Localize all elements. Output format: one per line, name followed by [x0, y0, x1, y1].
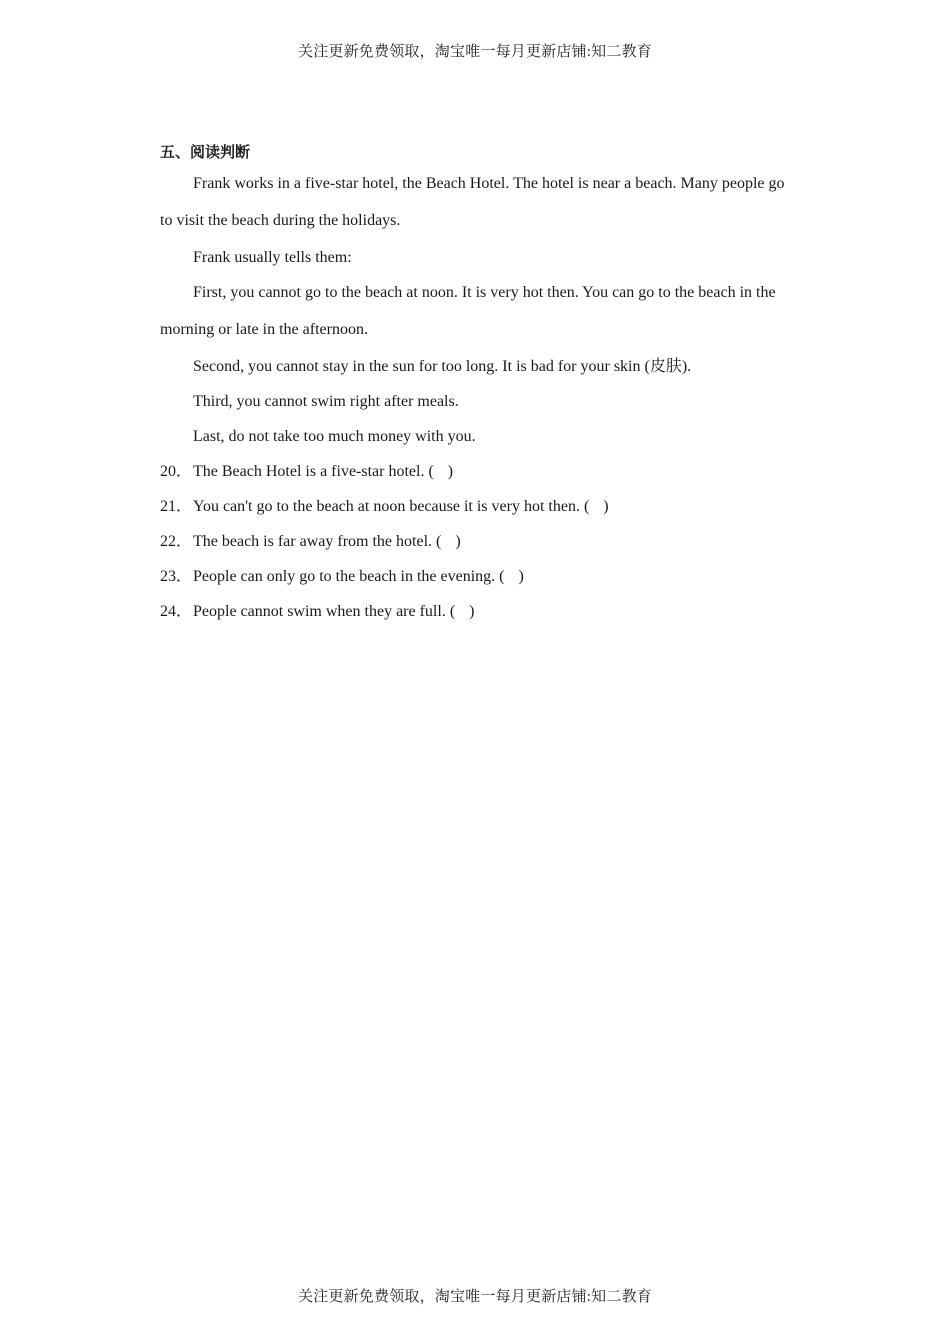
answer-blank[interactable]: [434, 454, 448, 489]
question-text: People cannot swim when they are full. (: [193, 603, 456, 620]
page-header: 关注更新免费领取，淘宝唯一每月更新店铺:知二教育: [298, 44, 652, 60]
question-number: 22．: [160, 533, 193, 550]
question-number: 20．: [160, 463, 193, 480]
passage-paragraph-6: Last, do not take too much money with you.: [193, 428, 476, 445]
question-number: 21．: [160, 498, 193, 515]
question-item: [160, 524, 800, 559]
question-close: ): [447, 463, 454, 480]
section-title: 五、阅读判断: [160, 143, 251, 161]
question-close: ): [469, 603, 475, 620]
question-number: 23．: [160, 568, 193, 585]
answer-blank[interactable]: [589, 489, 603, 524]
question-text: The beach is far away from the hotel. (: [193, 533, 442, 550]
question-text: People can only go to the beach in the evening. (: [193, 568, 505, 585]
passage-paragraph-1: Frank works in a five-star hotel, the Beach Hotel. The hotel is near a beach. Many people go to visit the beach during the holidays.: [160, 175, 785, 229]
answer-blank[interactable]: [504, 559, 518, 594]
question-item: [160, 594, 800, 629]
question-text: You can't go to the beach at noon because it is very hot then. (: [193, 498, 590, 515]
question-number: 24．: [160, 603, 193, 620]
question-item: [160, 559, 800, 594]
question-close: ): [603, 498, 609, 515]
answer-blank[interactable]: [441, 524, 455, 559]
passage-paragraph-5: Third, you cannot swim right after meals.: [193, 393, 459, 410]
question-list: [160, 454, 800, 629]
passage-paragraph-3: First, you cannot go to the beach at noon. It is very hot then. You can go to the beach in the morning or late in the afternoon.: [160, 284, 776, 338]
question-item: [160, 489, 800, 524]
passage-paragraph-2: Frank usually tells them:: [193, 249, 352, 266]
answer-blank[interactable]: [455, 594, 469, 629]
reading-section: [160, 140, 800, 629]
question-item: [160, 454, 800, 489]
question-close: ): [518, 568, 524, 585]
question-text: The Beach Hotel is a five-star hotel. (: [193, 463, 434, 480]
page-footer: 关注更新免费领取，淘宝唯一每月更新店铺:知二教育: [298, 1289, 652, 1305]
question-close: ): [455, 533, 461, 550]
passage-paragraph-4: Second, you cannot stay in the sun for too long. It is bad for your skin (皮肤).: [193, 358, 692, 375]
